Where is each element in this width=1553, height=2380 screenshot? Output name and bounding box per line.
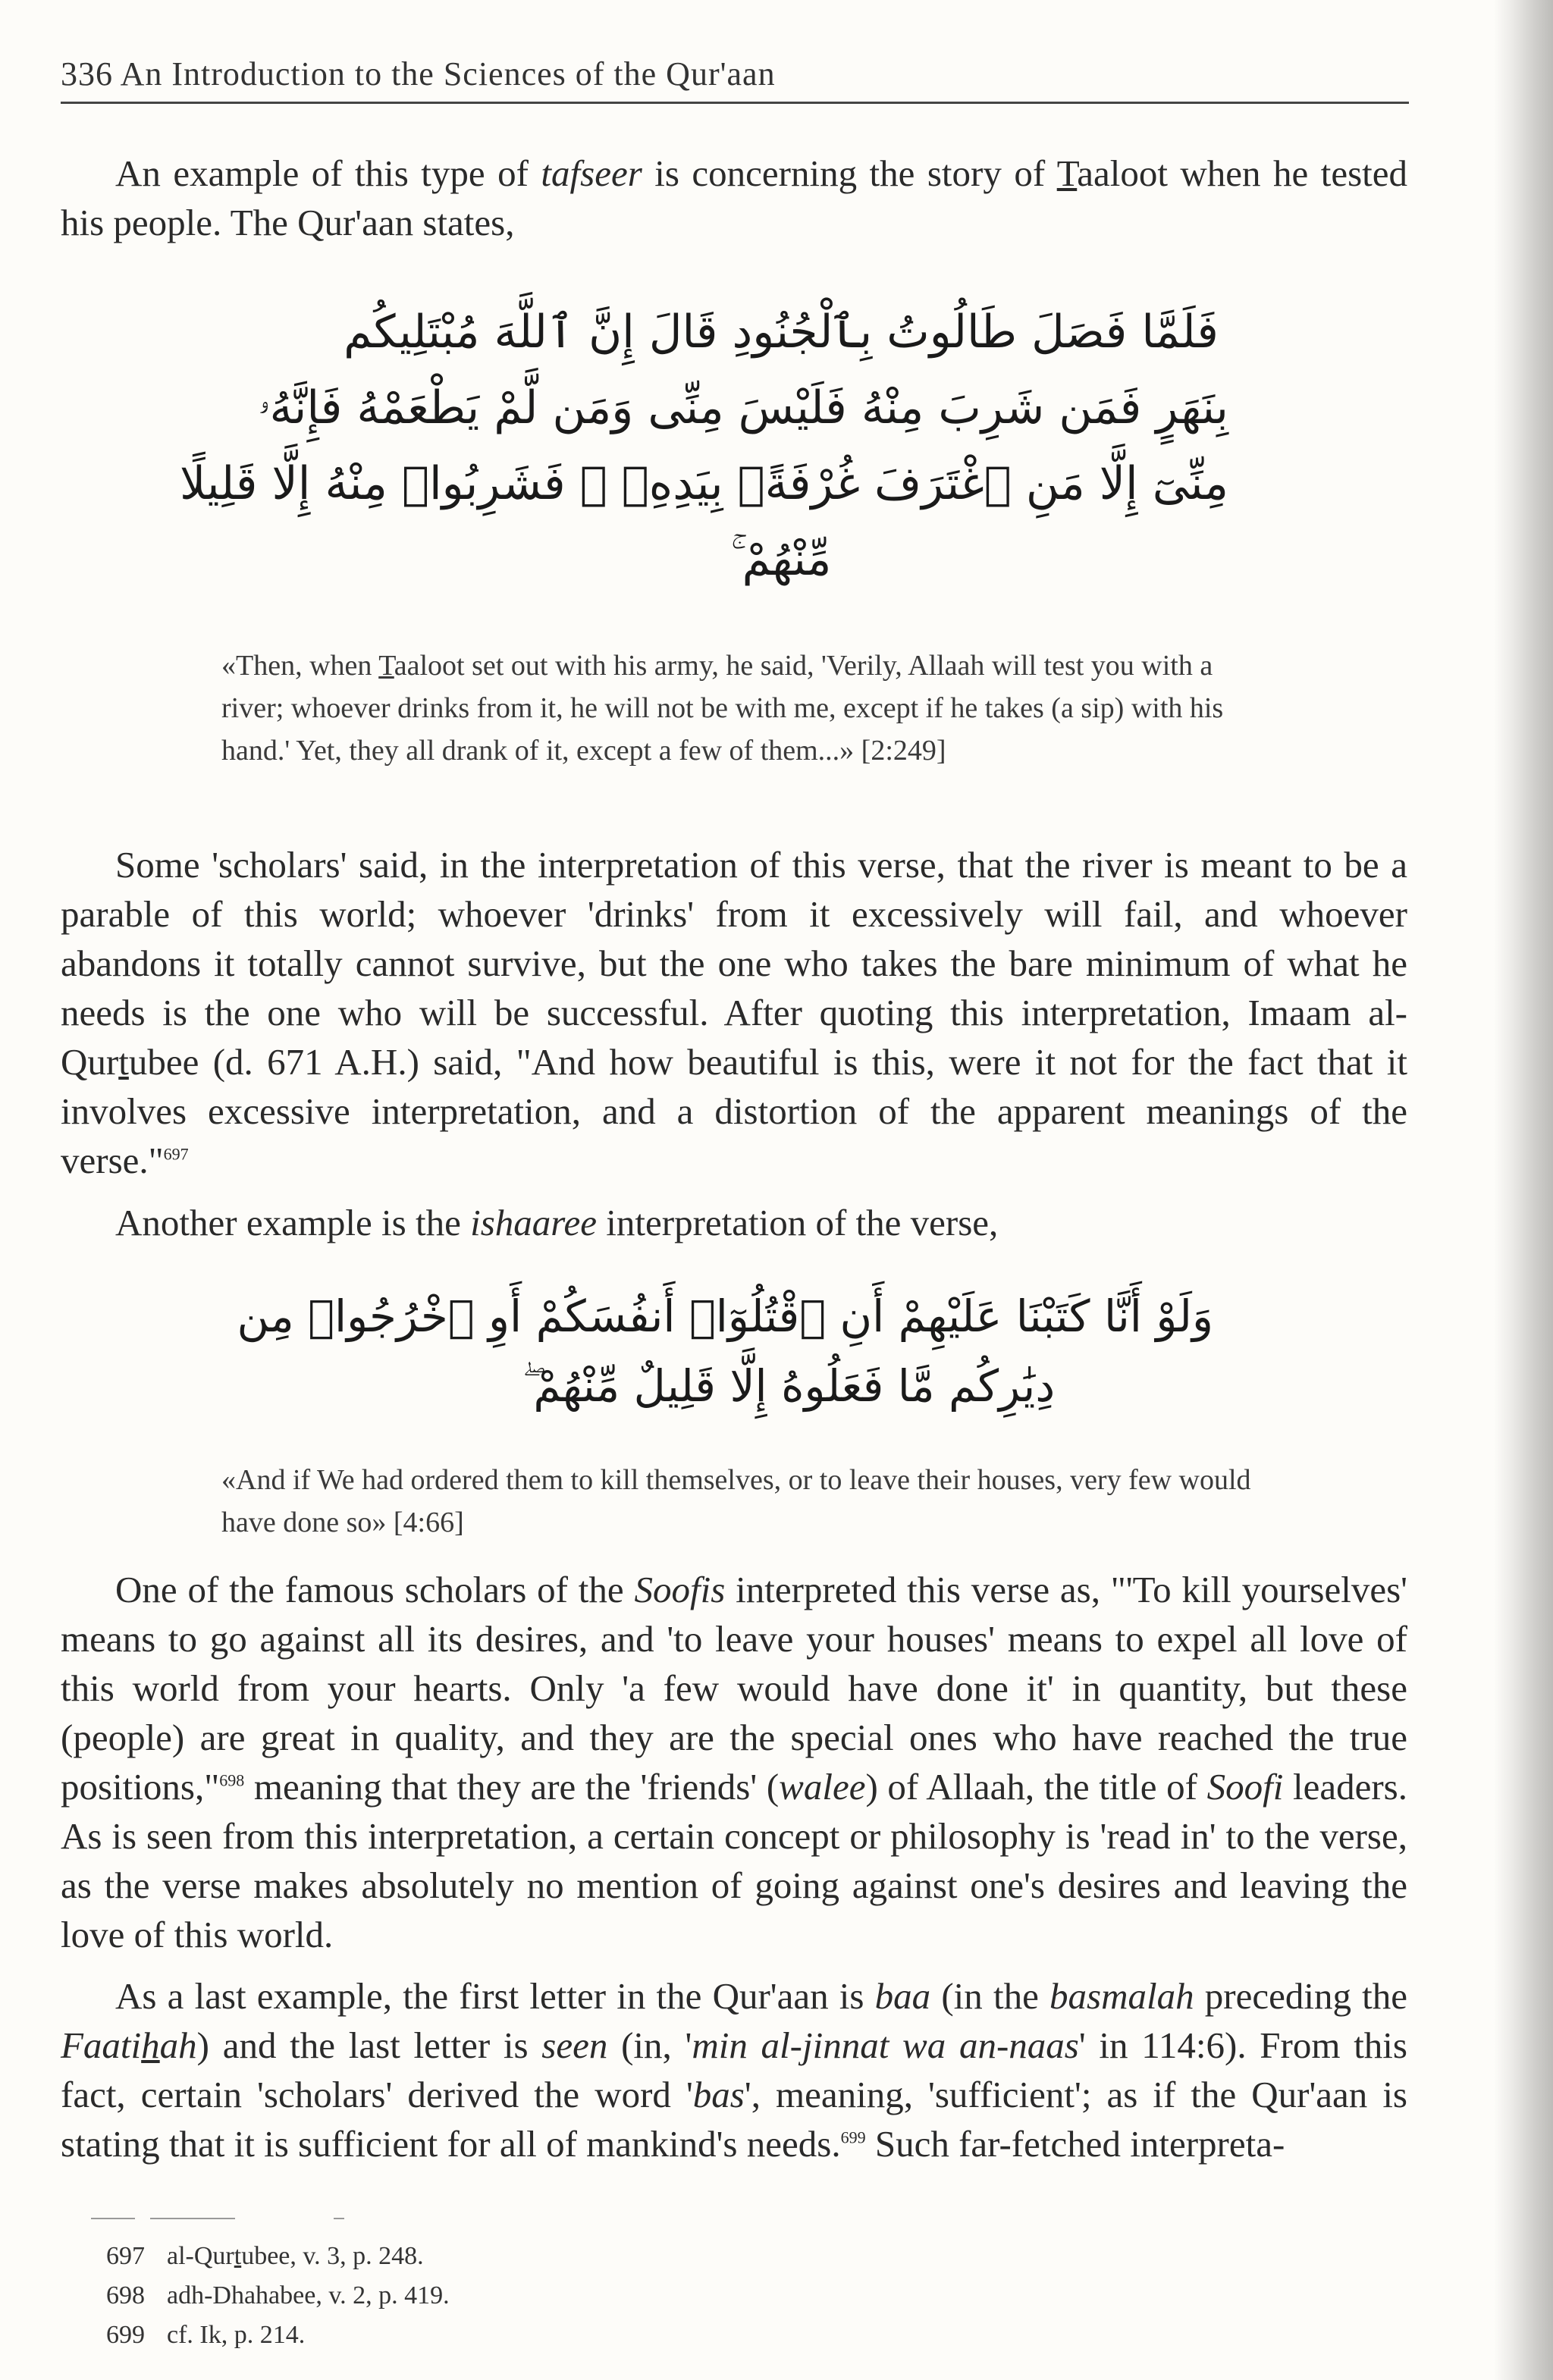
running-header: 336 An Introduction to the Sciences of the Qur'aan [61,55,776,93]
verse-line: فَلَمَّا فَصَلَ طَالُوتُ بِٱلْجُنُودِ قَالَ إِنَّ ٱللَّهَ مُبْتَلِيكُم [344,306,1219,359]
footnote-697: 697 al-Qurtubee, v. 3, p. 248. [106,2242,424,2270]
quran-verse-4-66 [237,1281,1213,1421]
verse-line: مِّنْهُمْ ۚ [730,533,832,586]
paragraph-3: Another example is the ishaaree interpretation of the verse, [115,1202,999,1243]
footnote-ref: 697 [163,1144,189,1164]
verse-translation-4-66: «And if We had ordered them to kill themselves, or to leave their houses, very few would have done so» [4:66] [221,1464,1251,1538]
footnote-ref: 698 [219,1770,245,1790]
footnote-rule [334,2218,344,2219]
footnote-ref: 699 [840,2128,866,2147]
verse-translation-2-249: «Then, when Taaloot set out with his army, he said, 'Verily, Allaah will test you with a river; whoever drinks from it, he will not be with me, except if he takes (a sip) with his hand.' Yet, they all drank of it, except a few of them...» [2:249] [221,650,1224,767]
paragraph-2: Some 'scholars' said, in the interpretation of this verse, that the river is meant to be a parable of this world; whoever 'drinks' from it excessively will fail, and whoever abandons it totally cannot survive, but the one who takes the bare minimum of what he needs is the one who will be successful. After quoting this interpretation, Imaam al-Qurtubee (d. 671 A.H.) said, "And how beautiful is this, were it not for the fact that it involves excessive interpretation, and a distortion of the apparent meanings of the verse."$^{697}$ [61,844,1407,1181]
verse-line: مِنِّىٓ إِلَّا مَنِ ٱغْتَرَفَ غُرْفَةًۢ بِيَدِهِۦ ۚ فَشَرِبُوا۟ مِنْهُ إِلَّا قَلِيلًا [180,457,1228,510]
footnote-698: 698 adh-Dhahabee, v. 2, p. 419. [106,2281,450,2309]
footnote-rule [91,2218,135,2219]
verse-line: دِيَٰرِكُم مَّا فَعَلُوهُ إِلَّا قَلِيلٌ مِّنْهُمْ ۖ [522,1360,1056,1412]
footnote-699: 699 cf. Ik, p. 214. [106,2321,306,2349]
verse-line: بِنَهَرٍ فَمَن شَرِبَ مِنْهُ فَلَيْسَ مِنِّى وَمَن لَّمْ يَطْعَمْهُ فَإِنَّهُۥ [258,381,1228,434]
verse-line: وَلَوْ أَنَّا كَتَبْنَا عَلَيْهِمْ أَنِ ٱقْتُلُوٓا۟ أَنفُسَكُمْ أَوِ ٱخْرُجُوا۟ مِن [237,1290,1213,1342]
quran-verse-2-249 [180,294,1228,597]
paragraph-1: An example of this type of tafseer is concerning the story of Taaloot when he tested his people. The Qur'aan states, [61,152,1408,243]
header-rule [61,102,1409,104]
page-edge-shadow [1494,0,1553,2380]
paragraph-4: One of the famous scholars of the Soofis interpreted this verse as, "'To kill yourselves' means to go against all its desires, and 'to leave your houses' means to expel all love of this world from your hearts. Only 'a few would have done it' in quantity, but these (people) are great in quality, and they are the special ones who have reached the true positions,"$^{698}$ meaning that they are the 'friends' (walee) of Allaah, the title of Soofi leaders. As is seen from this interpretation, a certain concept or philosophy is 'read in' to the verse, as the verse makes absolutely no mention of going against one's desires and leaving the love of this world. [61,1569,1408,1955]
footnotes [106,2237,1092,2355]
paragraph-5: As a last example, the first letter in the Qur'aan is baa (in the basmalah preceding the Faatihah) and the last letter is seen (in, 'min al-jinnat wa an-naas' in 114:6). From this fact, certain 'scholars' derived the word 'bas', meaning, 'sufficient'; as if the Qur'aan is stating that it is sufficient for all of mankind's needs.$^{699}$ Such far-fetched interpreta- [61,1975,1408,2165]
footnote-rule [150,2218,235,2219]
